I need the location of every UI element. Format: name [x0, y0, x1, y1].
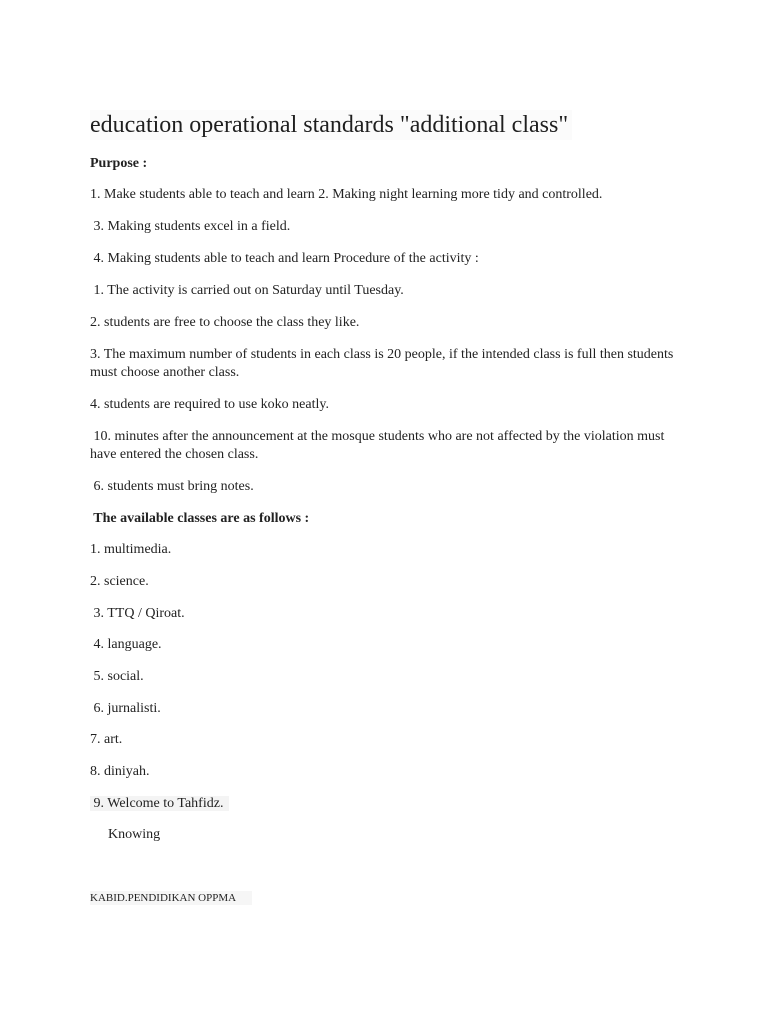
class-item: 6. jurnalisti. [90, 701, 161, 716]
purpose-heading: Purpose : [90, 156, 148, 171]
body-line: 4. Making students able to teach and learn Procedure of the activity : [90, 251, 479, 266]
class-item: 4. language. [90, 637, 162, 652]
body-line: 1. Make students able to teach and learn 2. Making night learning more tidy and controlled. [90, 187, 603, 202]
body-line: 3. Making students excel in a field. [90, 219, 291, 234]
body-line: 2. students are free to choose the class they like. [90, 315, 360, 330]
closing-text [108, 826, 160, 844]
class-item [90, 795, 229, 813]
signature-line: KABID.PENDIDIKAN OPPMA [90, 891, 252, 905]
class-item: 5. social. [90, 669, 144, 684]
class-item: 1. multimedia. [90, 542, 172, 557]
body-line: 1. The activity is carried out on Saturday until Tuesday. [90, 283, 404, 298]
document-title: education operational standards "additional class" [90, 110, 572, 140]
class-item: 7. art. [90, 732, 123, 747]
body-line: 10. minutes after the announcement at the mosque students who are not affected by the violation must have entered the chosen class. [90, 429, 668, 462]
class-item: 2. science. [90, 574, 149, 589]
class-item: 3. TTQ / Qiroat. [90, 606, 185, 621]
body-line: 3. The maximum number of students in each class is 20 people, if the intended class is full then students must choose another class. [90, 347, 674, 380]
body-line: 6. students must bring notes. [90, 479, 254, 494]
closing-label: Knowing [108, 827, 161, 842]
class-item: 8. diniyah. [90, 764, 150, 779]
body-line: 4. students are required to use koko neatly. [90, 397, 329, 412]
classes-heading: The available classes are as follows : [90, 511, 310, 526]
class-item-text: 9. Welcome to Tahfidz. [90, 796, 229, 811]
